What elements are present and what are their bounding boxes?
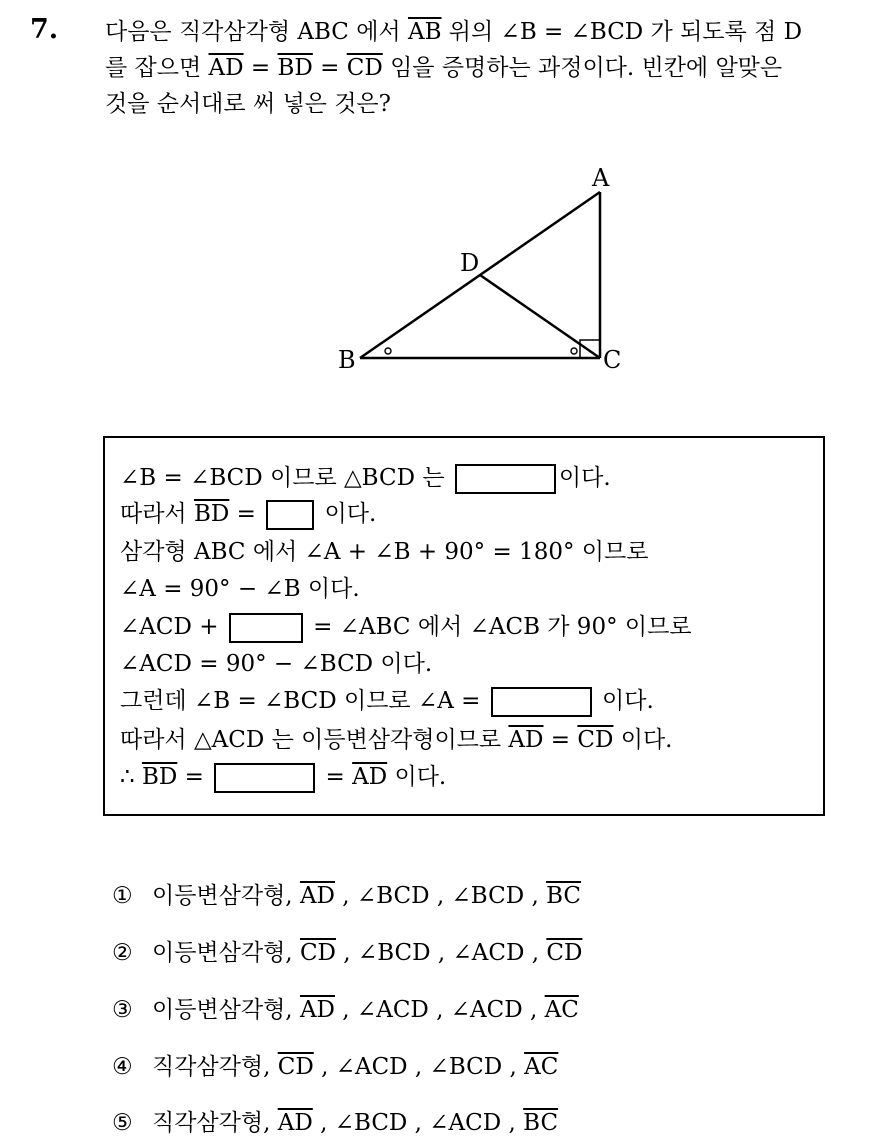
equals-sign: = — [543, 727, 578, 753]
choice-text: , ∠BCD , ∠ACD , — [335, 940, 547, 966]
choice-text: , ∠ACD , ∠BCD , — [313, 1054, 525, 1080]
blank-5 — [214, 763, 315, 793]
segment-ad: $\overline{AD}$ — [508, 727, 544, 753]
choice-number: ⑤ — [112, 1110, 133, 1136]
question-text-part: 를 잡으면 — [105, 55, 209, 81]
choice-text: 이등변삼각형, — [152, 997, 300, 1023]
equals-sign: = — [229, 501, 264, 527]
choice-segment: $\overline{AD}$ — [299, 997, 335, 1023]
proof-line-4: ∠A = 90° − ∠B 이다. — [120, 576, 360, 602]
choice-text: , ∠ACD , ∠ACD , — [335, 997, 545, 1023]
proof-line-2 — [120, 499, 376, 530]
choice-4[interactable] — [112, 1052, 558, 1082]
proof-text: 그런데 ∠B = ∠BCD 이므로 ∠A = — [120, 688, 488, 714]
label-c: C — [603, 346, 622, 374]
segment-ab: $\overline{AB}$ — [407, 19, 442, 45]
question-text-part: 다음은 직각삼각형 ABC 에서 — [105, 19, 408, 45]
question-text-part: 위의 ∠B = ∠BCD 가 되도록 점 D — [441, 19, 803, 45]
proof-text: = ∠ABC 에서 ∠ACB 가 90° 이므로 — [305, 614, 692, 640]
proof-line-7 — [120, 686, 654, 717]
question-number: 7. — [30, 14, 59, 45]
proof-line-3: 삼각형 ABC 에서 ∠A + ∠B + 90° = 180° 이므로 — [120, 539, 649, 565]
choice-segment: $\overline{AD}$ — [277, 1110, 313, 1136]
segment-bd: $\overline{BD}$ — [193, 501, 230, 527]
proof-text: ∠B = ∠BCD 이므로 △BCD 는 — [120, 465, 452, 491]
question-line-1 — [105, 14, 865, 50]
label-a: A — [592, 164, 610, 192]
equals-sign: = — [177, 764, 212, 790]
proof-text: 이다. — [558, 465, 611, 491]
proof-text: 이다. — [387, 764, 447, 790]
proof-text: 이다. — [317, 501, 377, 527]
proof-line-8 — [120, 725, 673, 755]
choice-segment: $\overline{AD}$ — [299, 883, 335, 909]
segment-ad: $\overline{AD}$ — [352, 764, 388, 790]
proof-text: 따라서 △ACD 는 이등변삼각형이므로 — [120, 727, 509, 753]
choice-5[interactable] — [112, 1108, 558, 1138]
proof-line-5 — [120, 612, 692, 643]
segment-dc — [480, 275, 600, 358]
segment-bd: $\overline{BD}$ — [277, 55, 313, 81]
question-text — [105, 14, 865, 122]
question-text-part: 임을 증명하는 과정이다. 빈칸에 알맞은 — [382, 55, 783, 81]
segment-cd: $\overline{CD}$ — [346, 55, 383, 81]
equals-sign: = — [243, 55, 278, 81]
blank-1 — [455, 464, 556, 494]
segment-cd: $\overline{CD}$ — [577, 727, 614, 753]
choice-number: ④ — [112, 1054, 133, 1080]
equals-sign: = — [312, 55, 347, 81]
question-line-3: 것을 순서대로 써 넣은 것은? — [105, 91, 391, 117]
choice-segment: $\overline{BC}$ — [523, 1110, 559, 1136]
proof-text: ∠ACD + — [120, 614, 226, 640]
choice-text: 이등변삼각형, — [152, 883, 300, 909]
segment-bd: $\overline{BD}$ — [141, 764, 178, 790]
proof-text: 따라서 — [120, 501, 194, 527]
choice-3[interactable] — [112, 995, 579, 1025]
choice-2[interactable] — [112, 938, 582, 968]
angle-mark-bcd — [571, 348, 577, 354]
proof-text: 이다. — [613, 727, 673, 753]
therefore-symbol: ∴ — [120, 764, 142, 790]
choice-segment: $\overline{AC}$ — [524, 1054, 559, 1080]
question-line-2 — [105, 50, 865, 86]
label-b: B — [338, 346, 356, 374]
blank-4 — [491, 687, 592, 717]
blank-3 — [229, 613, 303, 643]
choice-segment: $\overline{BC}$ — [546, 883, 582, 909]
proof-line-9 — [120, 762, 446, 793]
choice-number: ① — [112, 883, 133, 909]
proof-text: 이다. — [594, 688, 654, 714]
label-d: D — [460, 249, 480, 277]
blank-2 — [266, 500, 314, 530]
proof-line-6: ∠ACD = 90° − ∠BCD 이다. — [120, 651, 433, 677]
choice-text: 직각삼각형, — [152, 1110, 278, 1136]
choice-segment: $\overline{AC}$ — [544, 997, 579, 1023]
angle-mark-b — [385, 348, 391, 354]
choice-text: 직각삼각형, — [152, 1054, 278, 1080]
choice-text: , ∠BCD , ∠ACD , — [312, 1110, 524, 1136]
choice-number: ② — [112, 940, 133, 966]
segment-ad: $\overline{AD}$ — [208, 55, 244, 81]
choice-text: 이등변삼각형, — [152, 940, 300, 966]
choice-text: , ∠BCD , ∠BCD , — [335, 883, 547, 909]
choice-segment: $\overline{CD}$ — [546, 940, 583, 966]
proof-line-1 — [120, 463, 611, 494]
equals-sign: = — [318, 764, 353, 790]
choice-segment: $\overline{CD}$ — [299, 940, 336, 966]
triangle-figure — [330, 158, 640, 380]
choice-number: ③ — [112, 997, 133, 1023]
choice-segment: $\overline{CD}$ — [277, 1054, 314, 1080]
choice-1[interactable] — [112, 881, 581, 911]
